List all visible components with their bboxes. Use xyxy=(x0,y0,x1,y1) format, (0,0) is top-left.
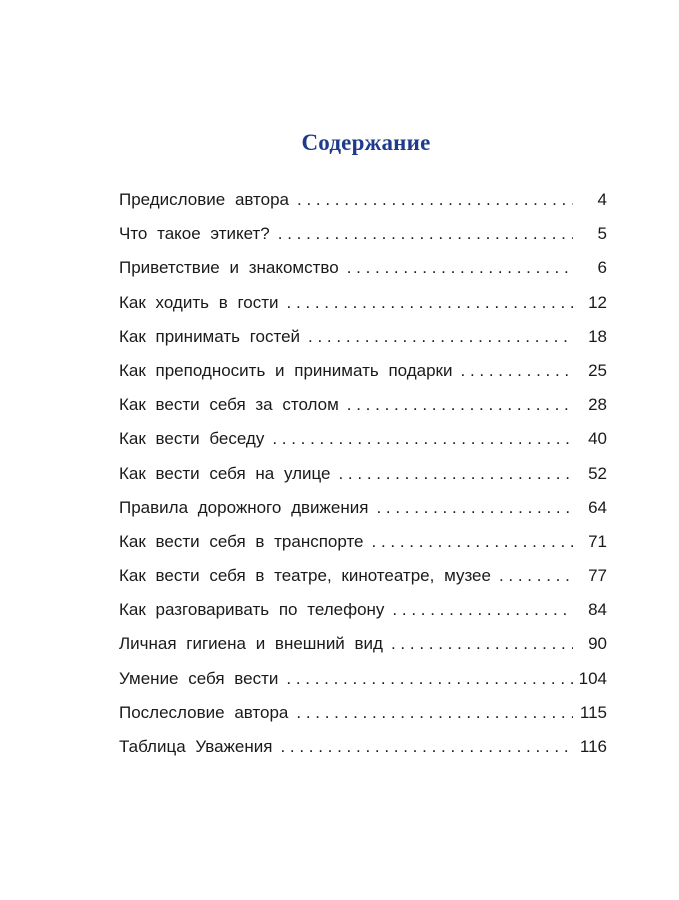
toc-entry-page: 12 xyxy=(588,292,607,312)
toc-entry xyxy=(119,498,607,532)
toc-entry-page: 25 xyxy=(588,360,607,380)
toc-leader-dots xyxy=(347,395,573,415)
toc-entry-page: 84 xyxy=(588,600,607,620)
toc-entry-page: 4 xyxy=(597,190,607,209)
toc-entry xyxy=(119,532,607,566)
toc-entry xyxy=(119,464,607,498)
toc-leader-dots xyxy=(392,600,573,620)
toc-entry-page: 28 xyxy=(588,395,607,415)
toc-entry-page: 18 xyxy=(588,326,607,346)
toc-entry xyxy=(119,600,607,634)
toc-entry xyxy=(119,634,607,668)
toc-entry-title: Послесловие автора xyxy=(119,702,289,722)
toc-entry xyxy=(119,566,607,600)
toc-entry xyxy=(119,669,607,703)
page-title: Содержание xyxy=(301,130,431,155)
toc-entry xyxy=(119,293,607,327)
toc-entry-title: Правила дорожного движения xyxy=(119,497,369,517)
toc-leader-dots xyxy=(280,737,573,757)
toc-entry-page: 116 xyxy=(579,737,607,756)
toc-leader-dots xyxy=(287,293,573,313)
toc-entry-page: 40 xyxy=(588,429,607,449)
toc-entry xyxy=(119,703,607,737)
toc-entry-title: Личная гигиена и внешний вид xyxy=(119,634,383,654)
toc-entry-title: Как ходить в гости xyxy=(119,292,279,312)
toc-entry-title: Как вести себя в театре, кинотеатре, музее xyxy=(119,566,491,586)
toc-leader-dots xyxy=(296,703,573,723)
toc-entry-page: 5 xyxy=(597,224,607,244)
toc-entry-title: Как вести себя в транспорте xyxy=(119,531,364,551)
toc-leader-dots xyxy=(391,634,573,654)
toc-entry-page: 104 xyxy=(578,668,607,688)
toc-entry-title: Как принимать гостей xyxy=(119,326,301,346)
toc-leader-dots xyxy=(347,258,573,278)
toc-leader-dots xyxy=(461,361,574,381)
toc-leader-dots xyxy=(297,190,573,210)
toc-entry-page: 6 xyxy=(597,258,607,278)
toc-entry xyxy=(119,224,607,258)
toc-entry-title: Как вести себя на улице xyxy=(119,463,331,483)
toc-leader-dots xyxy=(278,224,573,244)
toc-entry-title: Умение себя вести xyxy=(119,668,279,688)
toc-entry xyxy=(119,327,607,361)
toc-entry-title: Таблица Уважения xyxy=(119,737,273,756)
toc-entry-page: 52 xyxy=(588,463,607,483)
toc-entry xyxy=(119,737,607,771)
toc-leader-dots xyxy=(338,464,573,484)
toc-entry xyxy=(119,429,607,463)
toc-entry-title: Как разговаривать по телефону xyxy=(119,600,385,620)
toc-entry-page: 115 xyxy=(579,702,607,722)
toc-leader-dots xyxy=(286,669,572,689)
toc-leader-dots xyxy=(499,566,573,586)
toc-entry-title: Что такое этикет? xyxy=(119,224,270,244)
toc-entry xyxy=(119,395,607,429)
toc-entry-title: Как вести беседу xyxy=(119,429,265,449)
toc-entry-page: 71 xyxy=(588,531,607,551)
toc-entry xyxy=(119,361,607,395)
toc-entry-title: Как вести себя за столом xyxy=(119,395,339,415)
toc-entry-page: 64 xyxy=(588,497,607,517)
toc-entry-title: Приветствие и знакомство xyxy=(119,258,339,278)
toc-entry-title: Предисловие автора xyxy=(119,190,290,209)
table-of-contents xyxy=(119,190,607,771)
toc-entry-page: 90 xyxy=(588,634,607,654)
toc-entry-page: 77 xyxy=(588,566,607,586)
toc-entry xyxy=(119,258,607,292)
toc-leader-dots xyxy=(272,429,573,449)
toc-entry-title: Как преподносить и принимать подарки xyxy=(119,360,453,380)
toc-leader-dots xyxy=(376,498,573,518)
toc-entry xyxy=(119,190,607,224)
toc-leader-dots xyxy=(308,327,573,347)
toc-leader-dots xyxy=(372,532,573,552)
